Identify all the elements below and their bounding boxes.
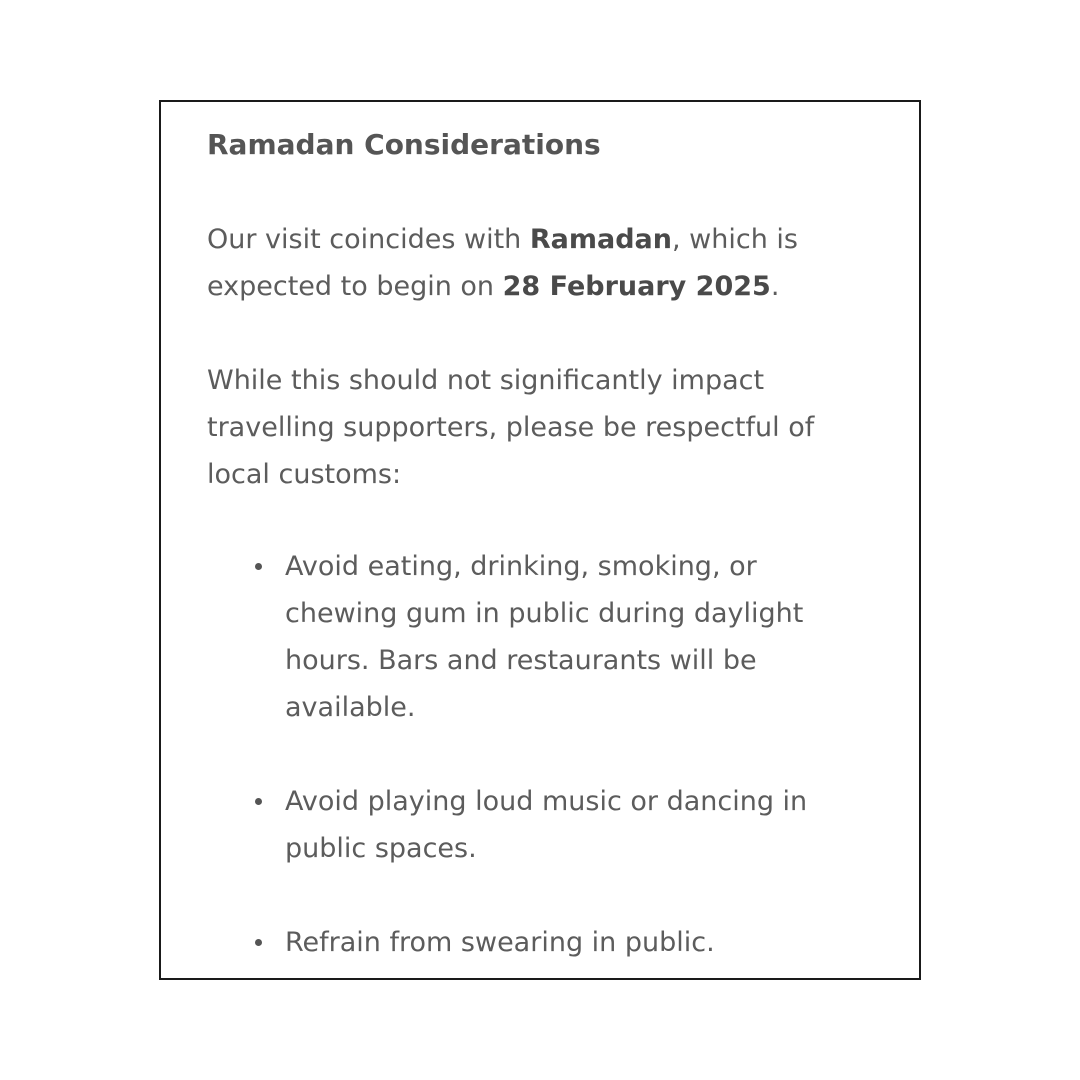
card-title: Ramadan Considerations — [207, 128, 601, 161]
list-item — [207, 543, 845, 731]
list-item-text: Refrain from swearing in public. — [285, 927, 715, 958]
list-item-text: Avoid eating, drinking, smoking, or chewing gum in public during daylight hours. Bars and restaurants will be available. — [285, 551, 804, 723]
bullet-icon — [255, 939, 262, 946]
date-highlight: 28 February 2025 — [502, 271, 771, 302]
info-card — [159, 100, 921, 980]
bullet-icon — [255, 563, 262, 570]
intro-text-2: , which is expected to begin on — [207, 224, 798, 302]
list-item-text: Avoid playing loud music or dancing in public spaces. — [285, 786, 808, 864]
list-item — [207, 778, 845, 872]
bullet-icon — [255, 798, 262, 805]
intro-text-1: Our visit coincides with — [207, 224, 530, 255]
customs-list — [207, 543, 887, 966]
list-item — [207, 919, 845, 966]
intro-text-3: . — [770, 271, 780, 302]
customs-paragraph: While this should not significantly impact travelling supporters, please be respectful of local customs: — [207, 365, 815, 490]
intro-paragraph — [207, 216, 867, 310]
ramadan-highlight: Ramadan — [529, 224, 672, 255]
